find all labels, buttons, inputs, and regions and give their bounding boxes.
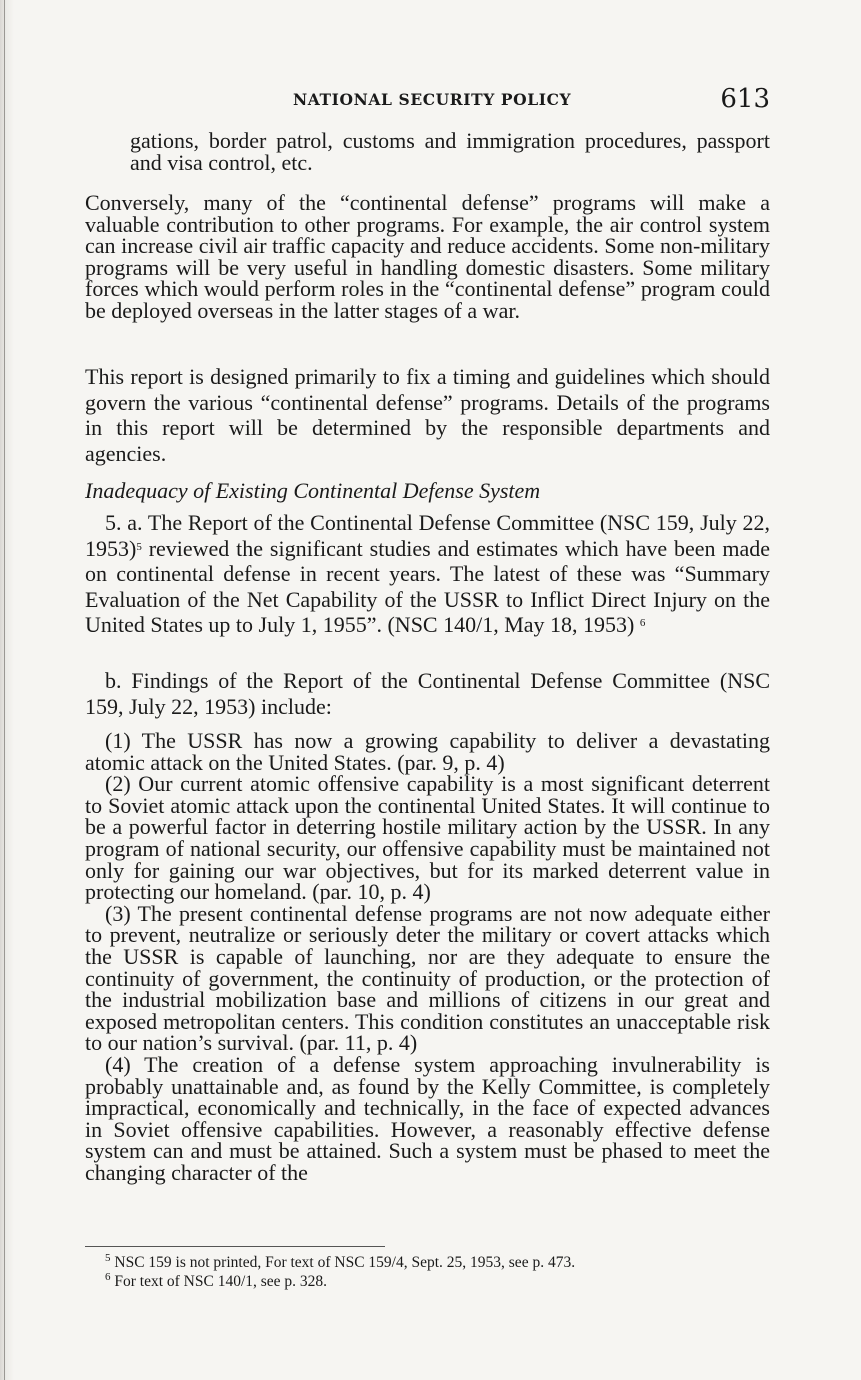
footnote-ref[interactable]: 6 — [639, 617, 646, 630]
page-edge — [4, 0, 5, 1380]
paragraph-5a-part2: reviewed the significant studies and estimates which have been made on continental defense in recent years. The latest of these was “Summary Evaluation of the Net Capability of the USSR to Inflict Direct Injury on the United States up to July 1, 1955”. (NSC 140/1, May 18, 1953) — [85, 535, 770, 638]
footnote-ref[interactable]: 5 — [136, 540, 142, 553]
footnote-mark: 5 — [105, 1252, 111, 1264]
section-heading — [85, 478, 770, 504]
paragraph-conversely — [85, 192, 770, 322]
findings-list — [85, 730, 770, 1183]
running-title: NATIONAL SECURITY POLICY — [293, 90, 572, 109]
paragraph-report-design — [85, 364, 770, 466]
paragraph-5b — [85, 668, 770, 719]
page-number: 613 — [720, 84, 770, 114]
finding-3: (3) The present continental defense programs are not now adequate either to prevent, neutralize or seriously deter the military or covert attacks which the USSR is capable of launching, nor are they adequate to ensure the continuity of government, the continuity of production, or the protection of the industrial mobilization base and millions of citizens in our great and exposed metropolitan centers. This condition constitutes an unacceptable risk to our nation’s survival. (par. 11, p. 4) — [85, 900, 770, 1056]
paragraph-continued: gations, border patrol, customs and immigration procedures, passport and visa control, etc. — [130, 128, 770, 175]
footnote-text: NSC 159 is not printed, For text of NSC 159/4, Sept. 25, 1953, see p. 473. — [110, 1254, 576, 1271]
finding-2: (2) Our current atomic offensive capability is a most significant deterrent to Soviet atomic attack upon the continental United States. It will continue to be a powerful factor in deterring hostile military action by the USSR. In any program of national security, our offensive capability must be maintained not only for gaining our war objectives, but for its marked deterrent value in protecting our homeland. (par. 10, p. 4) — [85, 771, 770, 905]
footnotes — [85, 1246, 770, 1291]
finding-1: (1) The USSR has now a growing capability to deliver a devastating atomic attack on the United States. (par. 9, p. 4) — [85, 728, 770, 775]
footnote-5 — [85, 1253, 770, 1272]
paragraph-text: Conversely, many of the “continental defense” programs will make a valuable contribution to other programs. For example, the air control system can increase civil air traffic capacity and reduce accidents. Some non-military programs will be very useful in handling domestic disasters. Some military forces which would perform roles in the “continental defense” program could be deployed overseas in the latter stages of a war. — [85, 190, 770, 323]
footnote-rule — [85, 1246, 385, 1247]
paragraph-5a — [85, 510, 770, 638]
paragraph-text: This report is designed primarily to fix a timing and guidelines which should govern the various “continental defense” programs. Details of the programs in this report will be determined by the responsible departments and agencies. — [85, 364, 770, 466]
footnote-6 — [85, 1272, 770, 1291]
continued-paragraph — [85, 130, 770, 174]
section-heading-text: Inadequacy of Existing Continental Defense System — [85, 478, 541, 503]
page-header — [85, 84, 770, 116]
footnote-mark: 6 — [105, 1271, 111, 1283]
paragraph-text: b. Findings of the Report of the Continental Defense Committee (NSC 159, July 22, 1953) include: — [85, 668, 770, 719]
paragraph-text — [85, 510, 770, 638]
paragraph-5a-part1: 5. a. The Report of the Continental Defense Committee (NSC 159, July 22, 1953) — [85, 510, 770, 561]
finding-4: (4) The creation of a defense system approaching invulnerability is probably unattainable and, as found by the Kelly Committee, is completely impractical, economically and technically, in the face of expected advances in Soviet offensive capabilities. However, a reasonably effective defense system can and must be attained. Such a system must be phased to meet the changing character of the — [85, 1051, 770, 1185]
footnote-text: For text of NSC 140/1, see p. 328. — [110, 1273, 328, 1290]
